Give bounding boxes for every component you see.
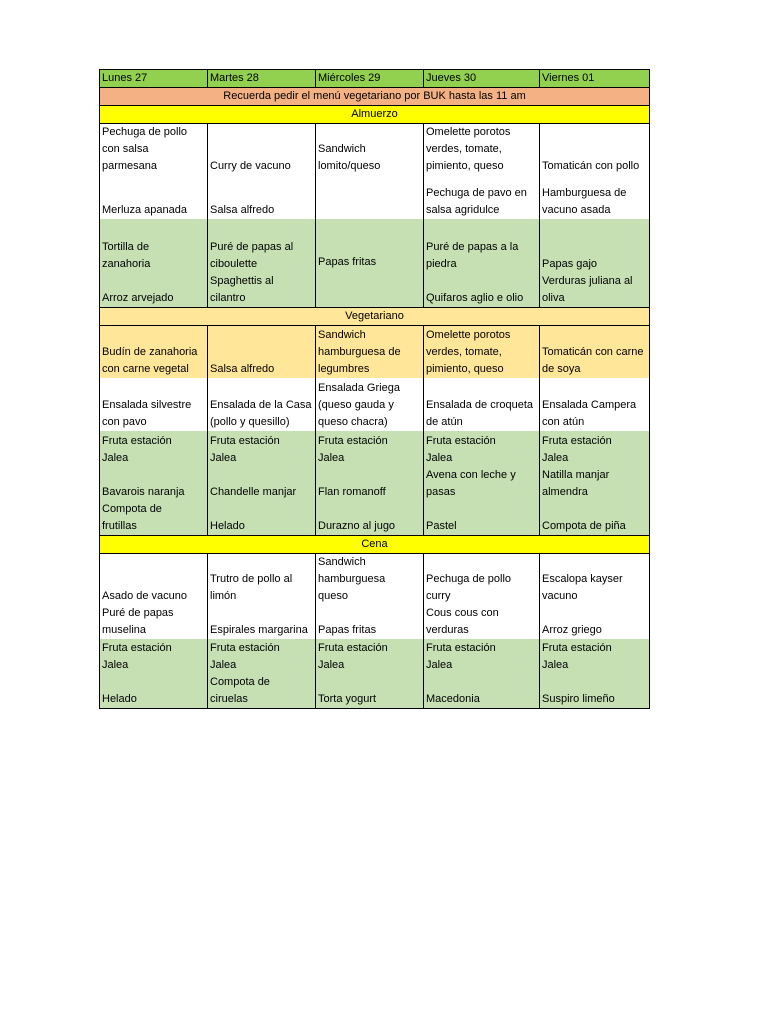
vegetarian-order-notice: Recuerda pedir el menú vegetariano por BUK hasta las 11 am — [100, 88, 650, 106]
menu-cell: Sandwich hamburguesa queso Papas fritas — [316, 553, 424, 639]
menu-cell: Fruta estación Jalea Compota de ciruelas — [208, 639, 316, 708]
day-header: Viernes 01 — [540, 70, 650, 88]
almuerzo-mains-row — [100, 124, 650, 176]
menu-cell: Fruta estación Jalea Helado — [100, 639, 208, 708]
menu-cell: Ensalada de croqueta de atún — [424, 378, 540, 431]
menu-cell: Pechuga de pavo en salsa agridulce — [424, 175, 540, 219]
vegetariano-salads-row — [100, 378, 650, 431]
menu-cell: Tomaticán con pollo — [540, 124, 650, 176]
menu-cell: Fruta estación Jalea Natilla manjar almendra Compota de piña — [540, 431, 650, 535]
menu-cell: Omelette porotos verdes, tomate, pimiento, queso — [424, 325, 540, 378]
menu-cell: Salsa alfredo — [208, 175, 316, 219]
menu-cell: Salsa alfredo — [208, 325, 316, 378]
menu-cell: Sandwich lomito/queso — [316, 124, 424, 176]
menu-cell: Fruta estación Jalea Macedonia — [424, 639, 540, 708]
day-header-row — [100, 70, 650, 88]
menu-cell: Pechuga de pollo curry Cous cous con verduras — [424, 553, 540, 639]
menu-cell: Merluza apanada — [100, 175, 208, 219]
menu-cell: Trutro de pollo al limón Espirales margarina — [208, 553, 316, 639]
menu-cell: Puré de papas a la piedra Quifaros aglio e olio — [424, 219, 540, 307]
almuerzo-alternatives-row — [100, 175, 650, 219]
menu-cell: Ensalada Campera con atún — [540, 378, 650, 431]
weekly-menu-table — [99, 69, 650, 709]
menu-cell: Puré de papas al ciboulette Spaghettis al cilantro — [208, 219, 316, 307]
day-header: Miércoles 29 — [316, 70, 424, 88]
cena-mains-row — [100, 553, 650, 639]
menu-cell: Ensalada silvestre con pavo — [100, 378, 208, 431]
menu-cell: Sandwich hamburguesa de legumbres — [316, 325, 424, 378]
section-row-cena — [100, 535, 650, 553]
menu-cell: Asado de vacuno Puré de papas muselina — [100, 553, 208, 639]
menu-cell: Hamburguesa de vacuno asada — [540, 175, 650, 219]
menu-cell: Tomaticán con carne de soya — [540, 325, 650, 378]
menu-cell: Curry de vacuno — [208, 124, 316, 176]
menu-cell: Fruta estación Jalea Chandelle manjar Helado — [208, 431, 316, 535]
notice-row — [100, 88, 650, 106]
day-header: Lunes 27 — [100, 70, 208, 88]
section-row-vegetariano — [100, 307, 650, 325]
menu-cell: Papas gajo Verduras juliana al oliva — [540, 219, 650, 307]
vegetariano-desserts-row — [100, 431, 650, 535]
section-title-almuerzo: Almuerzo — [100, 106, 650, 124]
day-header: Martes 28 — [208, 70, 316, 88]
menu-cell: Papas fritas — [316, 219, 424, 307]
menu-cell — [316, 175, 424, 219]
menu-cell: Omelette porotos verdes, tomate, pimiento, queso — [424, 124, 540, 176]
menu-cell: Fruta estación Jalea Suspiro limeño — [540, 639, 650, 708]
menu-cell: Fruta estación Jalea Avena con leche y pasas Pastel — [424, 431, 540, 535]
section-title-cena: Cena — [100, 535, 650, 553]
menu-cell: Fruta estación Jalea Torta yogurt — [316, 639, 424, 708]
almuerzo-sides-row — [100, 219, 650, 307]
menu-cell: Ensalada de la Casa (pollo y quesillo) — [208, 378, 316, 431]
menu-cell: Fruta estación Jalea Bavarois naranja Compota de frutillas — [100, 431, 208, 535]
menu-cell: Fruta estación Jalea Flan romanoff Durazno al jugo — [316, 431, 424, 535]
menu-cell: Escalopa kayser vacuno Arroz griego — [540, 553, 650, 639]
day-header: Jueves 30 — [424, 70, 540, 88]
cena-desserts-row — [100, 639, 650, 708]
menu-cell: Tortilla de zanahoria Arroz arvejado — [100, 219, 208, 307]
vegetariano-mains-row — [100, 325, 650, 378]
section-row-almuerzo — [100, 106, 650, 124]
section-title-vegetariano: Vegetariano — [100, 307, 650, 325]
menu-cell: Ensalada Griega (queso gauda y queso chacra) — [316, 378, 424, 431]
menu-cell: Pechuga de pollo con salsa parmesana — [100, 124, 208, 176]
menu-cell: Budín de zanahoria con carne vegetal — [100, 325, 208, 378]
